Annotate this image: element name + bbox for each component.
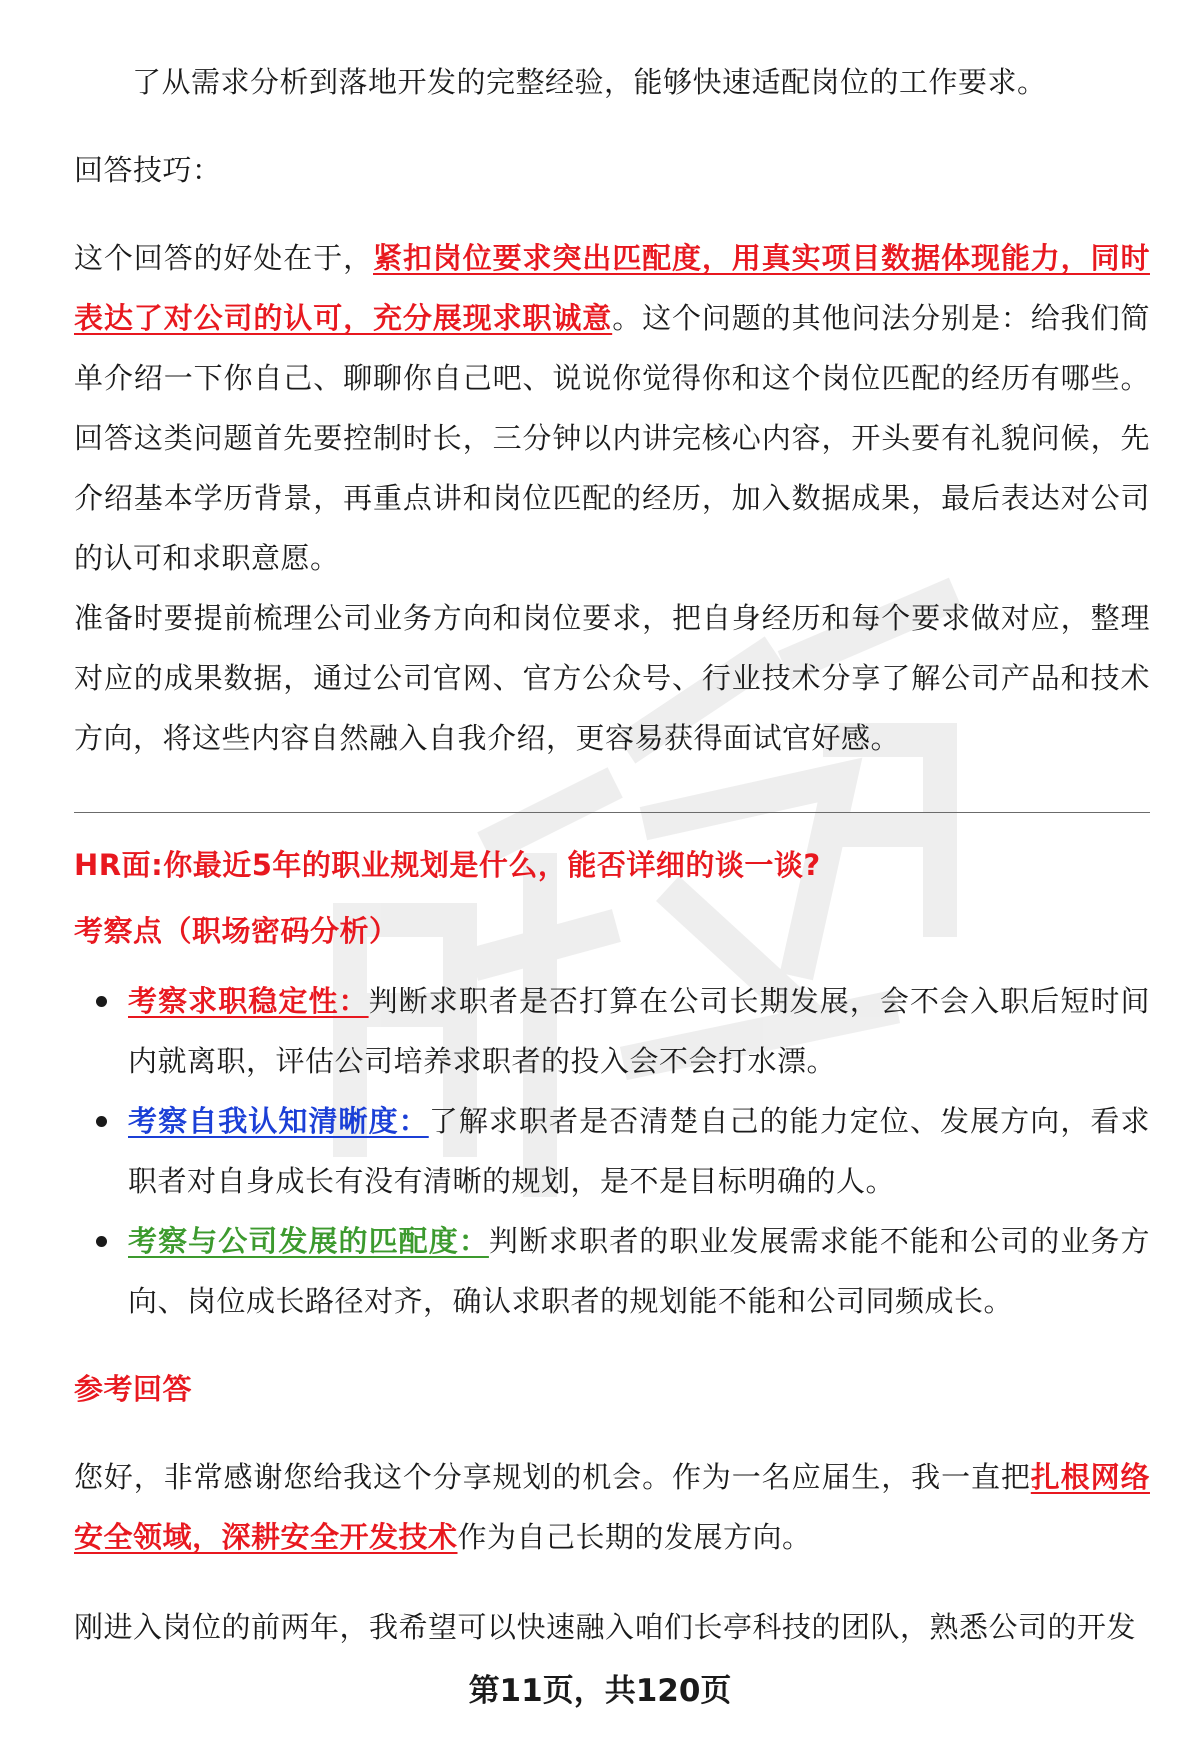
points-heading: 考察点（职场密码分析） [74, 914, 399, 948]
answer-p1-pre: 您好，非常感谢您给我这个分享规划的机会。作为一名应届生，我一直把 [74, 1460, 1031, 1494]
bullet-icon [96, 1236, 107, 1247]
tips-p1-pre: 这个回答的好处在于， [74, 241, 373, 275]
tips-paragraph-2: 准备时要提前梳理公司业务方向和岗位要求，把自身经历和每个要求做对应，整理对应的成果数据，通过公司官网、官方公众号、行业技术分享了解公司产品和技术方向，将这些内容自然融入自我介绍，更容易获得面试官好感。 [74, 601, 1150, 755]
list-item [74, 1091, 1150, 1211]
point-label: 考察与公司发展的匹配度： [128, 1224, 489, 1258]
answer-heading: 参考回答 [74, 1372, 193, 1406]
answer-p1-post: 作为自己长期的发展方向。 [457, 1520, 812, 1554]
page-footer: 第11页，共120页 [468, 1673, 732, 1709]
list-item [74, 971, 1150, 1091]
bullet-icon [96, 996, 107, 1007]
point-label: 考察自我认知清晰度： [128, 1104, 429, 1138]
answer-paragraph-1 [74, 1447, 1150, 1567]
intro-paragraph: 了从需求分析到落地开发的完整经验，能够快速适配岗位的工作要求。 [132, 65, 1047, 99]
question-title: HR面:你最近5年的职业规划是什么，能否详细的谈一谈? [74, 848, 821, 882]
tips-paragraph-1 [74, 228, 1150, 588]
answer-p1-highlight: 扎根网络安全领域，深耕安全开发技术 [74, 1460, 1150, 1554]
tips-p1-highlight: 紧扣岗位要求突出匹配度，用真实项目数据体现能力，同时表达了对公司的认可，充分展现求职诚意 [74, 241, 1150, 335]
list-item [74, 1211, 1150, 1331]
point-text: 判断求职者的职业发展需求能不能和公司的业务方向、岗位成长路径对齐，确认求职者的规划能不能和公司同频成长。 [128, 1224, 1150, 1318]
bullet-icon [96, 1116, 107, 1127]
answer-paragraph-2: 刚进入岗位的前两年，我希望可以快速融入咱们长亭科技的团队，熟悉公司的开发 [74, 1610, 1137, 1644]
tips-heading: 回答技巧： [74, 153, 222, 187]
section-divider [74, 812, 1150, 813]
point-text: 判断求职者是否打算在公司长期发展，会不会入职后短时间内就离职，评估公司培养求职者的投入会不会打水漂。 [128, 984, 1150, 1078]
tips-p1-post: 。这个问题的其他问法分别是：给我们简单介绍一下你自己、聊聊你自己吧、说说你觉得你和这个岗位匹配的经历有哪些。回答这类问题首先要控制时长，三分钟以内讲完核心内容，开头要有礼貌问候，先介绍基本学历背景，再重点讲和岗位匹配的经历，加入数据成果，最后表达对公司的认可和求职意愿。 [74, 301, 1150, 575]
point-label: 考察求职稳定性： [128, 984, 369, 1018]
points-list [74, 971, 1150, 1331]
document-body [74, 52, 1150, 1657]
point-text: 了解求职者是否清楚自己的能力定位、发展方向，看求职者对自身成长有没有清晰的规划，是不是目标明确的人。 [128, 1104, 1150, 1198]
